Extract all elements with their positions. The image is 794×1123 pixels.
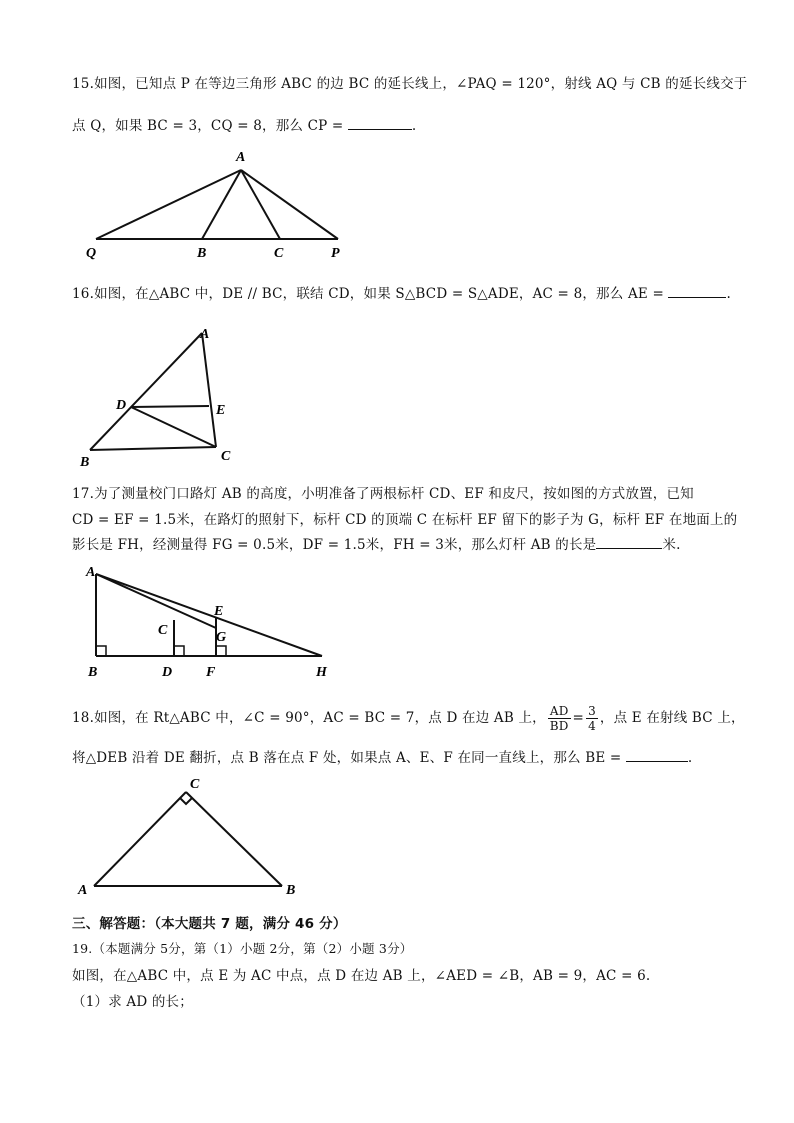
q18-fraction-ad-bd: [548, 704, 571, 733]
q18-fraction-3-4: [586, 704, 598, 733]
q18-answer-blank: [626, 749, 688, 762]
q18-frac2-num: 3: [588, 704, 596, 718]
q17-label-D: D: [162, 665, 173, 680]
q15-end: .: [411, 118, 417, 134]
q18-end: .: [687, 750, 693, 766]
q15-label-A: A: [236, 150, 246, 165]
q18-eq: =: [572, 710, 585, 726]
q16-end: .: [726, 286, 731, 302]
q17-figure: [82, 560, 342, 685]
q18-line1a: 18.如图，在 Rt△ABC 中，∠C = 90°，AC = BC = 7，点 D 在边 AB 上，: [72, 710, 546, 726]
section-title: 三、解答题：（本大题共 7 题，满分 46 分）: [72, 916, 347, 932]
q17-label-H: H: [316, 665, 327, 680]
q16-figure: [76, 318, 246, 473]
q18-frac2-den: 4: [588, 719, 596, 733]
q15-label-C: C: [274, 246, 284, 261]
q15-label-B: B: [197, 246, 207, 261]
q18-line1b: ，点 E 在射线 BC 上，: [599, 710, 745, 726]
q17-line3: [72, 533, 681, 553]
q18-line2: [72, 746, 692, 766]
q16-label-A: A: [200, 327, 210, 342]
q17-label-B: B: [88, 665, 98, 680]
q16-label-B: B: [80, 455, 90, 470]
q17-answer-blank: [596, 536, 662, 549]
q18-label-A: A: [78, 883, 88, 898]
q15-line2-text: 点 Q，如果 BC = 3，CQ = 8，那么 CP =: [72, 118, 348, 134]
q18-figure: [76, 772, 316, 900]
q17-label-F: F: [206, 665, 216, 680]
q19-line3: （1）求 AD 的长；: [72, 994, 193, 1010]
q19-line2: 如图，在△ABC 中，点 E 为 AC 中点，点 D 在边 AB 上，∠AED = ∠B，AB = 9，AC = 6.: [72, 968, 651, 984]
q16-label-C: C: [221, 449, 231, 464]
q15-line1: 15.如图，已知点 P 在等边三角形 ABC 的边 BC 的延长线上，∠PAQ = 120°，射线 AQ 与 CB 的延长线交于: [72, 76, 748, 92]
q15-answer-blank: [348, 117, 412, 130]
q18-label-C: C: [190, 777, 200, 792]
q18-line2-text: 将△DEB 沿着 DE 翻折，点 B 落在点 F 处，如果点 A、E、F 在同一直线上，那么 BE =: [72, 750, 626, 766]
q17-label-C: C: [158, 623, 168, 638]
q18-frac-den: BD: [549, 719, 569, 733]
q18-label-B: B: [286, 883, 296, 898]
q15-label-Q: Q: [86, 246, 97, 261]
q18-line1: [72, 700, 745, 736]
q18-frac-num: AD: [549, 704, 569, 718]
q19-line1: 19.（本题满分 5分，第（1）小题 2分，第（2）小题 3分）: [72, 941, 413, 956]
q17-line2: CD = EF = 1.5米，在路灯的照射下，标杆 CD 的顶端 C 在标杆 EF 留下的影子为 G，标杆 EF 在地面上的: [72, 512, 738, 528]
q15-label-P: P: [331, 246, 340, 261]
q17-line1: 17.为了测量校门口路灯 AB 的高度，小明准备了两根标杆 CD、EF 和皮尺，按如图的方式放置，已知: [72, 486, 694, 502]
q15-line2: [72, 114, 416, 134]
q16-label-D: D: [116, 398, 127, 413]
q17-line3-text: 影长是 FH，经测量得 FG = 0.5米，DF = 1.5米，FH = 3米，那么灯杆 AB 的长是: [72, 537, 597, 553]
q16-line1: [72, 282, 731, 302]
q17-label-E: E: [214, 604, 224, 619]
q16-label-E: E: [216, 403, 226, 418]
q16-answer-blank: [668, 285, 726, 298]
q16-line1-text: 16.如图，在△ABC 中，DE // BC，联结 CD，如果 S△BCD = S△ADE，AC = 8，那么 AE =: [72, 286, 669, 302]
q17-label-A: A: [86, 565, 96, 580]
q17-label-G: G: [216, 630, 227, 645]
q17-end: 米.: [662, 537, 681, 553]
q15-figure: [76, 145, 361, 263]
